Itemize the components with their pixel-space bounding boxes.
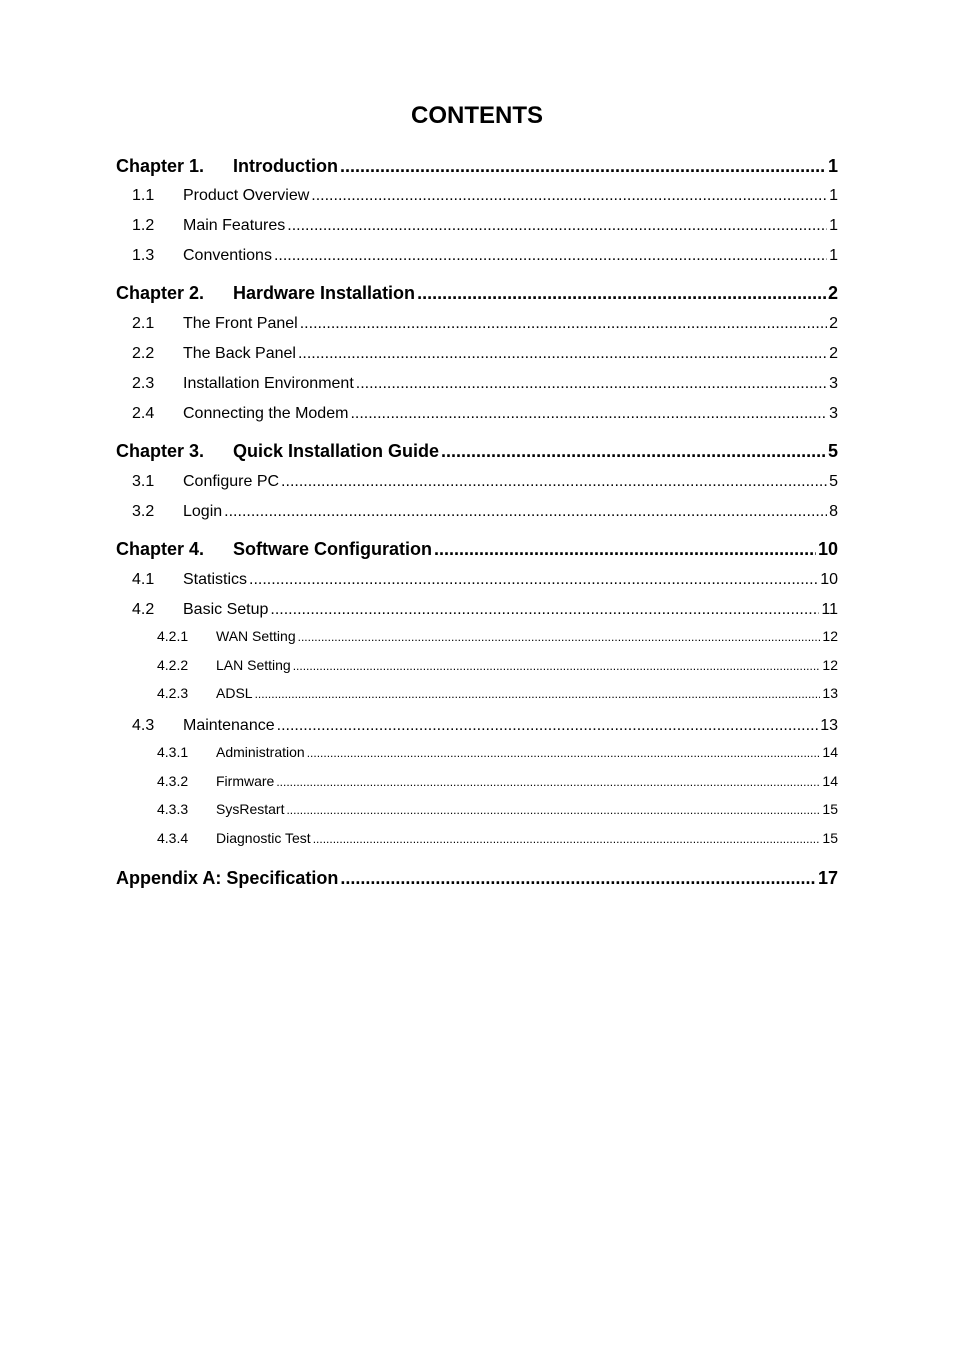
toc-entry-1-3[interactable] [132, 245, 838, 267]
toc-entry-title: SysRestart [216, 801, 285, 817]
toc-entry-page: 2 [827, 283, 838, 303]
toc-entry-3-1[interactable] [132, 471, 838, 493]
toc-entry-number: 4.2 [132, 601, 155, 618]
dot-leader [255, 684, 821, 703]
toc-entry-page: 1 [829, 187, 838, 204]
dot-leader [277, 715, 819, 737]
toc-entry-title: WAN Setting [216, 628, 296, 644]
toc-entry-4-2-3[interactable] [157, 683, 838, 703]
toc-entry-number: Chapter 1. [116, 156, 205, 176]
dot-leader [298, 627, 821, 646]
toc-entry-number: 4.3 [132, 717, 155, 734]
toc-entry-number: 2.1 [132, 315, 155, 332]
toc-entry-4-2-1[interactable] [157, 626, 838, 646]
toc-entry-4-3-2[interactable] [157, 771, 838, 791]
toc-entry-chapter-3[interactable] [116, 439, 838, 463]
toc-entry-page: 11 [821, 601, 838, 618]
toc-entry-title: Connecting the Modem [183, 405, 349, 422]
toc-entry-2-2[interactable] [132, 343, 838, 365]
toc-entry-chapter-4[interactable] [116, 537, 838, 561]
toc-entry-page: 15 [822, 801, 838, 817]
toc-entry-number: 4.3.4 [157, 830, 189, 846]
toc-entry-4-3-3[interactable] [157, 799, 838, 819]
toc-entry-title: Software Configuration [233, 539, 432, 559]
toc-entry-number: 4.3.2 [157, 773, 189, 789]
dot-leader [307, 743, 821, 762]
dot-leader [270, 599, 819, 621]
dot-leader [417, 281, 826, 305]
toc-entry-page: 2 [829, 345, 838, 362]
toc-entry-title: Installation Environment [183, 375, 354, 392]
toc-entry-page: 14 [822, 773, 838, 789]
toc-entry-title: ADSL [216, 685, 253, 701]
toc-entry-number: Chapter 2. [116, 283, 205, 303]
toc-entry-page: 1 [829, 247, 838, 264]
toc-entry-4-3-1[interactable] [157, 742, 838, 762]
dot-leader [276, 772, 820, 791]
toc-entry-number: 2.2 [132, 345, 155, 362]
toc-entry-title: Login [183, 503, 223, 520]
toc-entry-appendix-a[interactable] [116, 866, 838, 890]
toc-entry-page: 5 [827, 441, 838, 461]
toc-entry-number: 3.2 [132, 503, 155, 520]
dot-leader [350, 403, 827, 425]
toc-entry-page: 10 [817, 539, 838, 559]
toc-entry-number: 4.2.1 [157, 628, 189, 644]
toc-entry-page: 8 [829, 503, 838, 520]
dot-leader [311, 185, 827, 207]
toc-entry-number: 4.1 [132, 571, 155, 588]
toc-entry-1-1[interactable] [132, 185, 838, 207]
toc-entry-chapter-1[interactable] [116, 154, 838, 178]
dot-leader [340, 866, 816, 890]
toc-entry-number: 2.4 [132, 405, 155, 422]
dot-leader [274, 245, 827, 267]
toc-entry-page: 5 [829, 473, 838, 490]
toc-entry-1-2[interactable] [132, 215, 838, 237]
toc-entry-title: Diagnostic Test [216, 830, 311, 846]
toc-entry-page: 12 [822, 628, 838, 644]
dot-leader [441, 439, 826, 463]
toc-entry-title: Basic Setup [183, 601, 269, 618]
toc-entry-4-3-4[interactable] [157, 828, 838, 848]
page-title: CONTENTS [411, 102, 543, 129]
toc-entry-title: Quick Installation Guide [233, 441, 440, 461]
dot-leader [356, 373, 827, 395]
toc-entry-page: 1 [827, 156, 838, 176]
toc-entry-title: LAN Setting [216, 657, 291, 673]
dot-leader [340, 154, 826, 178]
toc-entry-page: 12 [822, 657, 838, 673]
toc-entry-number: Chapter 3. [116, 441, 205, 461]
toc-entry-title: Maintenance [183, 717, 275, 734]
toc-entry-title: Appendix A: Specification [116, 868, 339, 888]
toc-entry-3-2[interactable] [132, 501, 838, 523]
toc-entry-number: 1.2 [132, 217, 155, 234]
toc-entry-page: 13 [822, 685, 838, 701]
toc-entry-2-1[interactable] [132, 313, 838, 335]
toc-entry-title: Introduction [233, 156, 338, 176]
toc-entry-title: Administration [216, 744, 305, 760]
toc-entry-page: 17 [817, 868, 838, 888]
toc-entry-number: 4.2.2 [157, 657, 189, 673]
toc-entry-4-3[interactable] [132, 715, 838, 737]
toc-entry-title: Firmware [216, 773, 275, 789]
dot-leader [293, 656, 821, 675]
toc-entry-title: The Back Panel [183, 345, 296, 362]
toc-entry-4-2-2[interactable] [157, 655, 838, 675]
toc-entry-page: 1 [829, 217, 838, 234]
toc-entry-page: 10 [820, 571, 838, 588]
toc-entry-2-4[interactable] [132, 403, 838, 425]
toc-entry-title: Statistics [183, 571, 248, 588]
toc-entry-number: 3.1 [132, 473, 155, 490]
toc-entry-number: 4.2.3 [157, 685, 189, 701]
toc-entry-number: 2.3 [132, 375, 155, 392]
toc-entry-number: 4.3.1 [157, 744, 189, 760]
toc-entry-number: 1.1 [132, 187, 155, 204]
toc-entry-page: 14 [822, 744, 838, 760]
dot-leader [224, 501, 827, 523]
toc-entry-number: 1.3 [132, 247, 155, 264]
toc-entry-4-1[interactable] [132, 569, 838, 591]
toc-entry-title: Product Overview [183, 187, 310, 204]
toc-entry-page: 3 [829, 375, 838, 392]
toc-entry-page: 2 [829, 315, 838, 332]
dot-leader [298, 343, 827, 365]
toc-entry-page: 13 [820, 717, 838, 734]
toc-entry-chapter-2[interactable] [116, 281, 838, 305]
dot-leader [286, 800, 820, 819]
dot-leader [281, 471, 827, 493]
toc-entry-title: Configure PC [183, 473, 280, 490]
dot-leader [249, 569, 818, 591]
dot-leader [287, 215, 827, 237]
toc-entry-title: Main Features [183, 217, 286, 234]
toc-entry-number: 4.3.3 [157, 801, 189, 817]
toc-entry-number: Chapter 4. [116, 539, 205, 559]
dot-leader [300, 313, 827, 335]
dot-leader [313, 829, 821, 848]
toc-entry-page: 15 [822, 830, 838, 846]
toc-entry-4-2[interactable] [132, 599, 838, 621]
toc-entry-2-3[interactable] [132, 373, 838, 395]
toc-entry-title: The Front Panel [183, 315, 298, 332]
toc-entry-page: 3 [829, 405, 838, 422]
dot-leader [434, 537, 816, 561]
toc-entry-title: Hardware Installation [233, 283, 416, 303]
toc-entry-title: Conventions [183, 247, 272, 264]
